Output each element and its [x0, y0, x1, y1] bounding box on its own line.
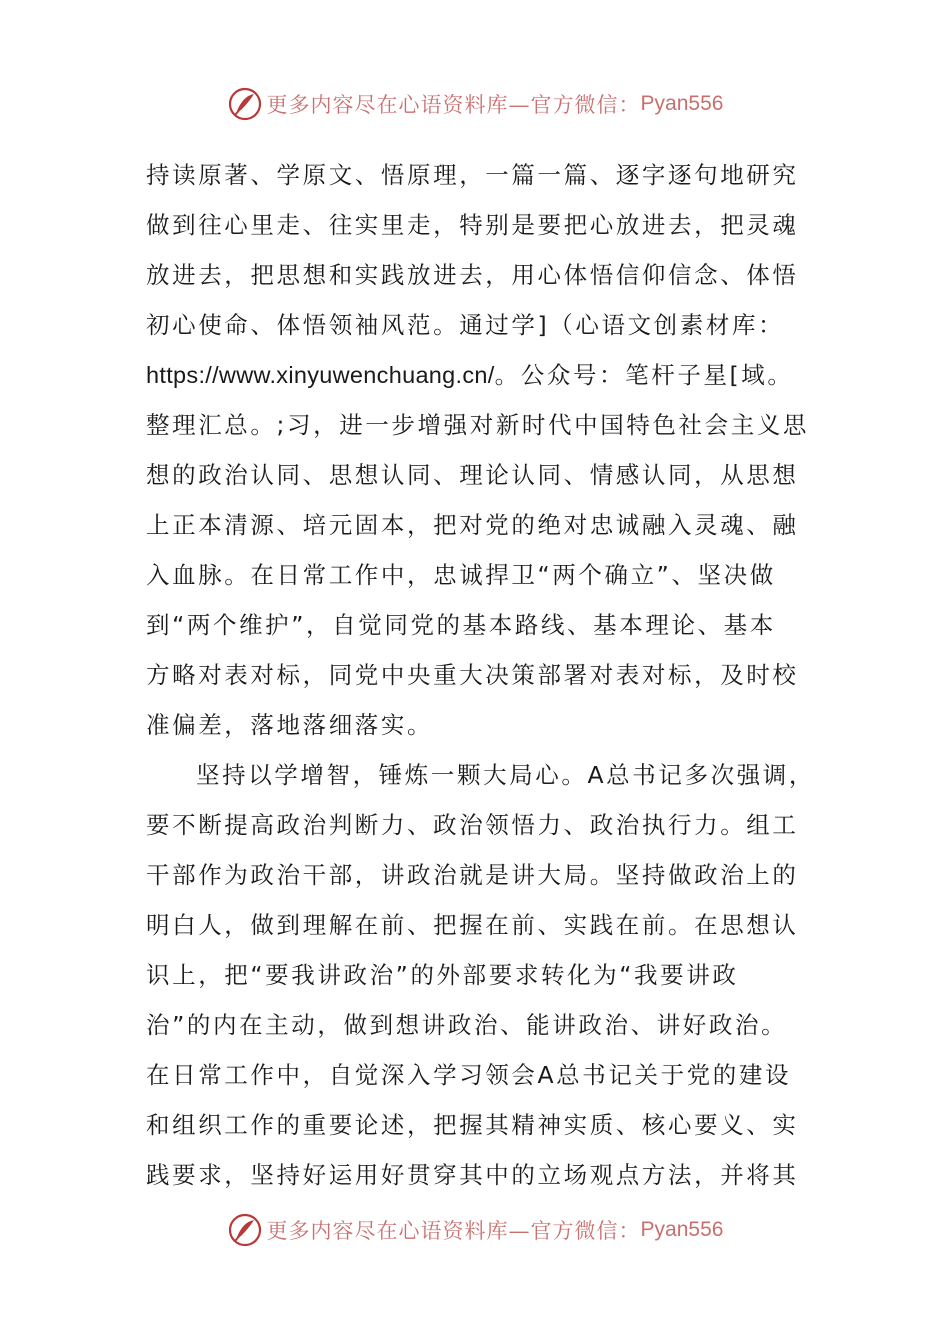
pen-logo-icon — [227, 86, 263, 122]
text-line: 放进去，把思想和实践放进去，用心体悟信仰信念、体悟 — [146, 261, 799, 289]
text-line: 和组织工作的重要论述，把握其精神实质、核心要义、实 — [146, 1111, 799, 1139]
header-banner — [0, 84, 950, 124]
text-line: 持读原著、学原文、悟原理，一篇一篇、逐字逐句地研究 — [146, 161, 799, 189]
text-line: 初心使命、体悟领袖风范。通过学]（心语文创素材库： — [146, 311, 785, 339]
text-line: 识上，把“要我讲政治”的外部要求转化为“我要讲政 — [146, 961, 739, 989]
text-line: 做到往心里走、往实里走，特别是要把心放进去，把灵魂 — [146, 211, 799, 239]
text-line — [146, 350, 806, 400]
pen-logo-icon — [227, 1212, 263, 1248]
text-line: 想的政治认同、思想认同、理论认同、情感认同，从思想 — [146, 461, 799, 489]
text-line: 治”的内在主动，做到想讲政治、能讲政治、讲好政治。 — [146, 1011, 788, 1039]
text-line: 要不断提高政治判断力、政治领悟力、政治执行力。组工 — [146, 811, 799, 839]
text-line: 方略对表对标，同党中央重大决策部署对表对标，及时校 — [146, 661, 799, 689]
wechat-id: Pyan556 — [640, 92, 724, 115]
text-fragment: 。公众号：笔杆子星[域。 — [494, 361, 794, 389]
text-line: 准偏差，落地落细落实。 — [146, 711, 434, 739]
text-line: 在日常工作中，自觉深入学习领会A总书记关于党的建设 — [146, 1061, 792, 1089]
footer-banner — [0, 1210, 950, 1250]
text-line: 整理汇总。;习，进一步增强对新时代中国特色社会主义思 — [146, 411, 810, 439]
banner-text: 更多内容尽在心语资料库—官方微信： — [266, 1219, 641, 1243]
paragraph-start-line: 坚持以学增智，锤炼一颗大局心。A总书记多次强调， — [196, 761, 815, 789]
text-line: 践要求，坚持好运用好贯穿其中的立场观点方法，并将其 — [146, 1161, 799, 1189]
document-body — [146, 150, 815, 1200]
text-line: 明白人，做到理解在前、把握在前、实践在前。在思想认 — [146, 911, 799, 939]
text-line: 上正本清源、培元固本，把对党的绝对忠诚融入灵魂、融 — [146, 511, 799, 539]
text-line: 入血脉。在日常工作中，忠诚捍卫“两个确立”、坚决做 — [146, 561, 776, 589]
text-line: 干部作为政治干部，讲政治就是讲大局。坚持做政治上的 — [146, 861, 799, 889]
wechat-id: Pyan556 — [640, 1218, 724, 1241]
banner-text: 更多内容尽在心语资料库—官方微信： — [266, 93, 641, 117]
text-line: 到“两个维护”，自觉同党的基本路线、基本理论、基本 — [146, 611, 776, 639]
website-url[interactable]: https://www.xinyuwenchuang.cn/ — [146, 362, 495, 388]
